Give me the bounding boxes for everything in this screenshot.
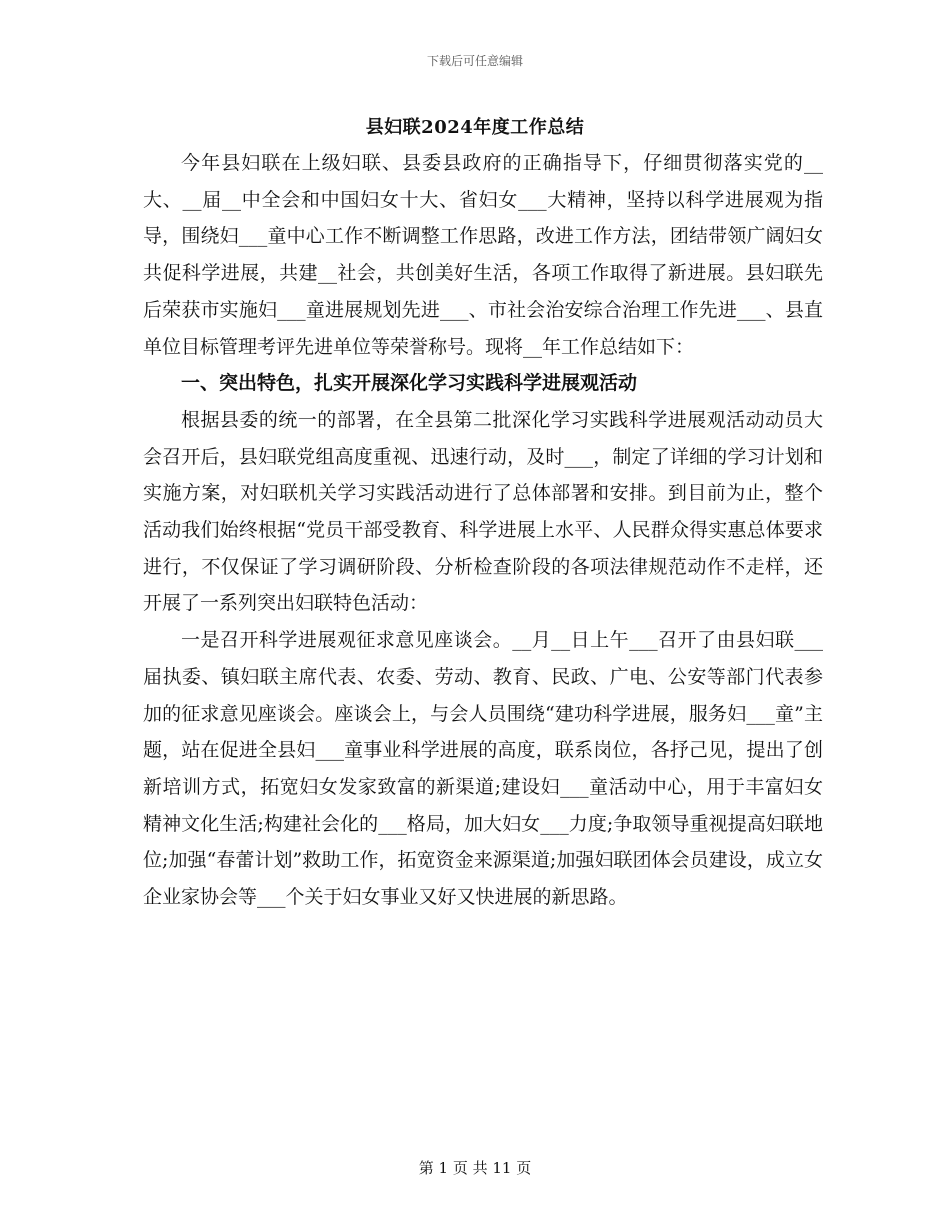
page-number: 第 1 页 共 11 页 [418,1159,532,1177]
item-1-paragraph: 一是召开科学进展观征求意见座谈会。__月__日上午___召开了由县妇联___届执委、镇妇联主席代表、农委、劳动、教育、民政、广电、公安等部门代表参加的征求意见座谈会。座谈会上，与会人员围绕“建功科学进展，服务妇___童”主题，站在促进全县妇___童事业科学进展的高度，联系岗位，各抒己见，提出了创新培训方式，拓宽妇女发家致富的新渠道;建设妇___童活动中心，用于丰富妇女精神文化生活;构建社会化的___格局，加大妇女___力度;争取领导重视提高妇联地位;加强“春蕾计划”救助工作，拓宽资金来源渠道;加强妇联团体会员建设，成立女企业家协会等___个关于妇女事业又好又快进展的新思路。 [143,629,823,909]
page-header-note: 下载后可任意编辑 [426,54,523,68]
section-1-paragraph: 根据县委的统一的部署，在全县第二批深化学习实践科学进展观活动动员大会召开后，县妇联党组高度重视、迅速行动，及时___，制定了详细的学习计划和实施方案，对妇联机关学习实践活动进行了总体部署和安排。到目前为止，整个活动我们始终根据“党员干部受教育、科学进展上水平、人民群众得实惠总体要求进行，不仅保证了学习调研阶段、分析检查阶段的各项法律规范动作不走样，还开展了一系列突出妇联特色活动： [143,408,823,615]
intro-paragraph: 今年县妇联在上级妇联、县委县政府的正确指导下，仔细贯彻落实党的__大、__届__中全会和中国妇女十大、省妇女___大精神，坚持以科学进展观为指导，围绕妇___童中心工作不断调整工作思路，改进工作方法，团结带领广阔妇女共促科学进展，共建__社会，共创美好生活，各项工作取得了新进展。县妇联先后荣获市实施妇___童进展规划先进___、市社会治安综合治理工作先进___、县直单位目标管理考评先进单位等荣誉称号。现将__年工作总结如下： [143,152,823,358]
section-heading-1: 一、突出特色，扎实开展深化学习实践科学进展观活动 [181,372,638,395]
document-title: 县妇联2024年度工作总结 [365,117,585,138]
document-body [143,145,823,916]
